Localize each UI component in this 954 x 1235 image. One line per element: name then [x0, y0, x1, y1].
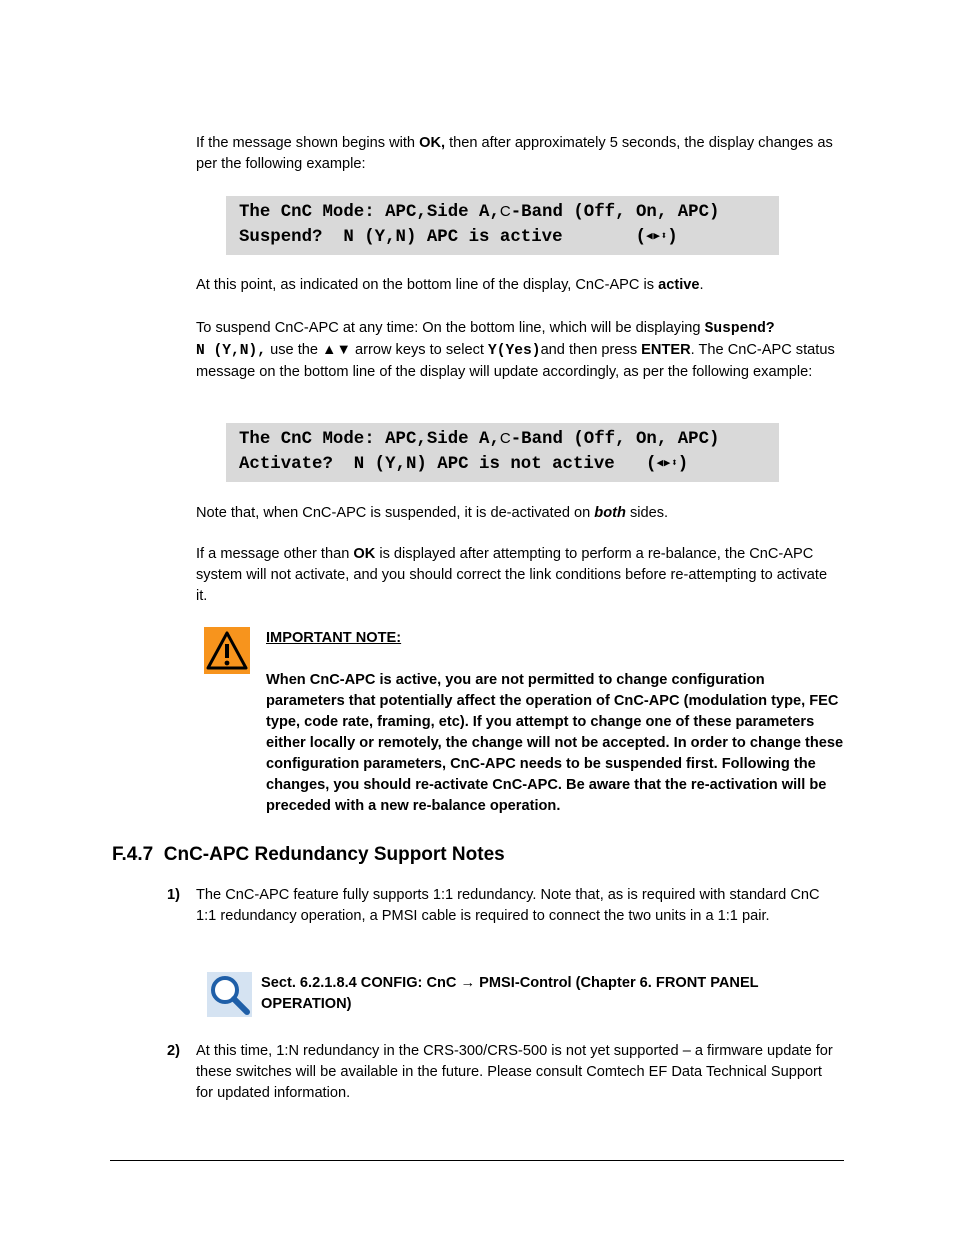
- text: The CnC Mode: APC,Side A,: [239, 203, 500, 222]
- text-bold: OK: [353, 546, 376, 562]
- mono-text: N (Y,N),: [196, 343, 267, 359]
- display-line-1: [239, 202, 719, 223]
- front-panel-display-active: [226, 196, 779, 255]
- text: Note that, when CnC-APC is suspended, it is de-activated on: [196, 505, 595, 521]
- arrow-keys-icon: ◀ ▶ ⬍: [656, 458, 678, 470]
- text-bold: OK,: [419, 135, 446, 151]
- cross-reference: Sect. 6.2.1.8.4 CONFIG: CnC → PMSI-Control (Chapter 6. FRONT PANEL OPERATION): [261, 975, 759, 1012]
- list-number: 2): [167, 1043, 180, 1059]
- text: .: [699, 277, 704, 293]
- arrow-keys-icon: ◀ ▶ ⬍: [646, 231, 668, 243]
- text: At this point, as indicated on the bottom line of the display, CnC-APC is: [196, 277, 659, 293]
- both-sides-paragraph: [196, 503, 836, 524]
- mono-text: Y(Yes): [488, 343, 541, 359]
- rebalance-paragraph: [196, 544, 836, 607]
- display-line-2: [239, 454, 688, 475]
- important-note-body: When CnC-APC is active, you are not permitted to change configuration parameters that potentially affect the operation of CnC-APC (modulation type, FEC type, code rate, framing, etc). If you attempt to change one of these parameters either locally or remotely, the change will not be accepted. In order to change these configuration parameters, CnC-APC needs to be suspended first. Following the changes, you should re-activate CnC-APC. Be aware that the re-activation will be preceded with a new re-balance operation.: [266, 672, 844, 814]
- text: If the message shown begins with: [196, 135, 420, 151]
- text: -Band (Off, On, APC): [510, 430, 720, 449]
- text: The CnC Mode: APC,Side A,: [239, 430, 500, 449]
- mono-text: Suspend?: [704, 321, 775, 337]
- section-heading: F.4.7 CnC-APC Redundancy Support Notes: [112, 844, 505, 865]
- text: C: [499, 203, 511, 220]
- display-line-2: [239, 227, 678, 248]
- warning-triangle-icon: [204, 627, 250, 674]
- text: C: [499, 430, 511, 447]
- text: arrow keys to select: [350, 342, 489, 358]
- text: use the: [266, 342, 323, 358]
- display-line-1: [239, 429, 719, 450]
- list-number: 1): [167, 887, 180, 903]
- text: ): [677, 455, 689, 474]
- list-item-text: The CnC-APC feature fully supports 1:1 redundancy. Note that, as is required with standard CnC 1:1 redundancy operation, a PMSI cable is required to connect the two units in a 1:1 pair.: [196, 887, 820, 924]
- text: Suspend? N (Y,N) APC is active (: [239, 228, 647, 247]
- front-panel-display-suspended: [226, 423, 779, 482]
- intro-paragraph: [196, 133, 836, 175]
- text: -Band (Off, On, APC): [510, 203, 720, 222]
- text: sides.: [625, 505, 669, 521]
- text-bold: ENTER: [641, 342, 691, 358]
- text: then after approximately 5 seconds, the display changes as per the following example:: [196, 135, 833, 172]
- text: and then press: [540, 342, 642, 358]
- important-note: [266, 628, 844, 817]
- up-down-arrow-icon: ▲▼: [322, 342, 351, 358]
- text: . The CnC-APC status message on the bottom line of the display will update accordingly, as per the following example:: [196, 342, 835, 380]
- text-bold-italic: both: [594, 505, 626, 521]
- text: is displayed after attempting to perform a re-balance, the CnC-APC system will not activate, and you should correct the link conditions before re-attempting to activate it.: [196, 546, 828, 604]
- list-item-text: At this time, 1:N redundancy in the CRS-300/CRS-500 is not yet supported – a firmware update for these switches will be available in the future. Please consult Comtech EF Data Technical Support for updated information.: [196, 1043, 833, 1101]
- important-note-heading: IMPORTANT NOTE:: [266, 630, 402, 646]
- text: ): [667, 228, 678, 247]
- suspend-paragraph: [196, 318, 836, 383]
- text: If a message other than: [196, 546, 354, 562]
- text-bold: active: [658, 277, 700, 293]
- text: To suspend CnC-APC at any time: On the bottom line, which will be displaying: [196, 320, 705, 336]
- footer-rule: [110, 1160, 844, 1161]
- text: Activate? N (Y,N) APC is not active (: [239, 455, 657, 474]
- magnifier-icon: [207, 972, 252, 1017]
- active-paragraph: [196, 275, 836, 296]
